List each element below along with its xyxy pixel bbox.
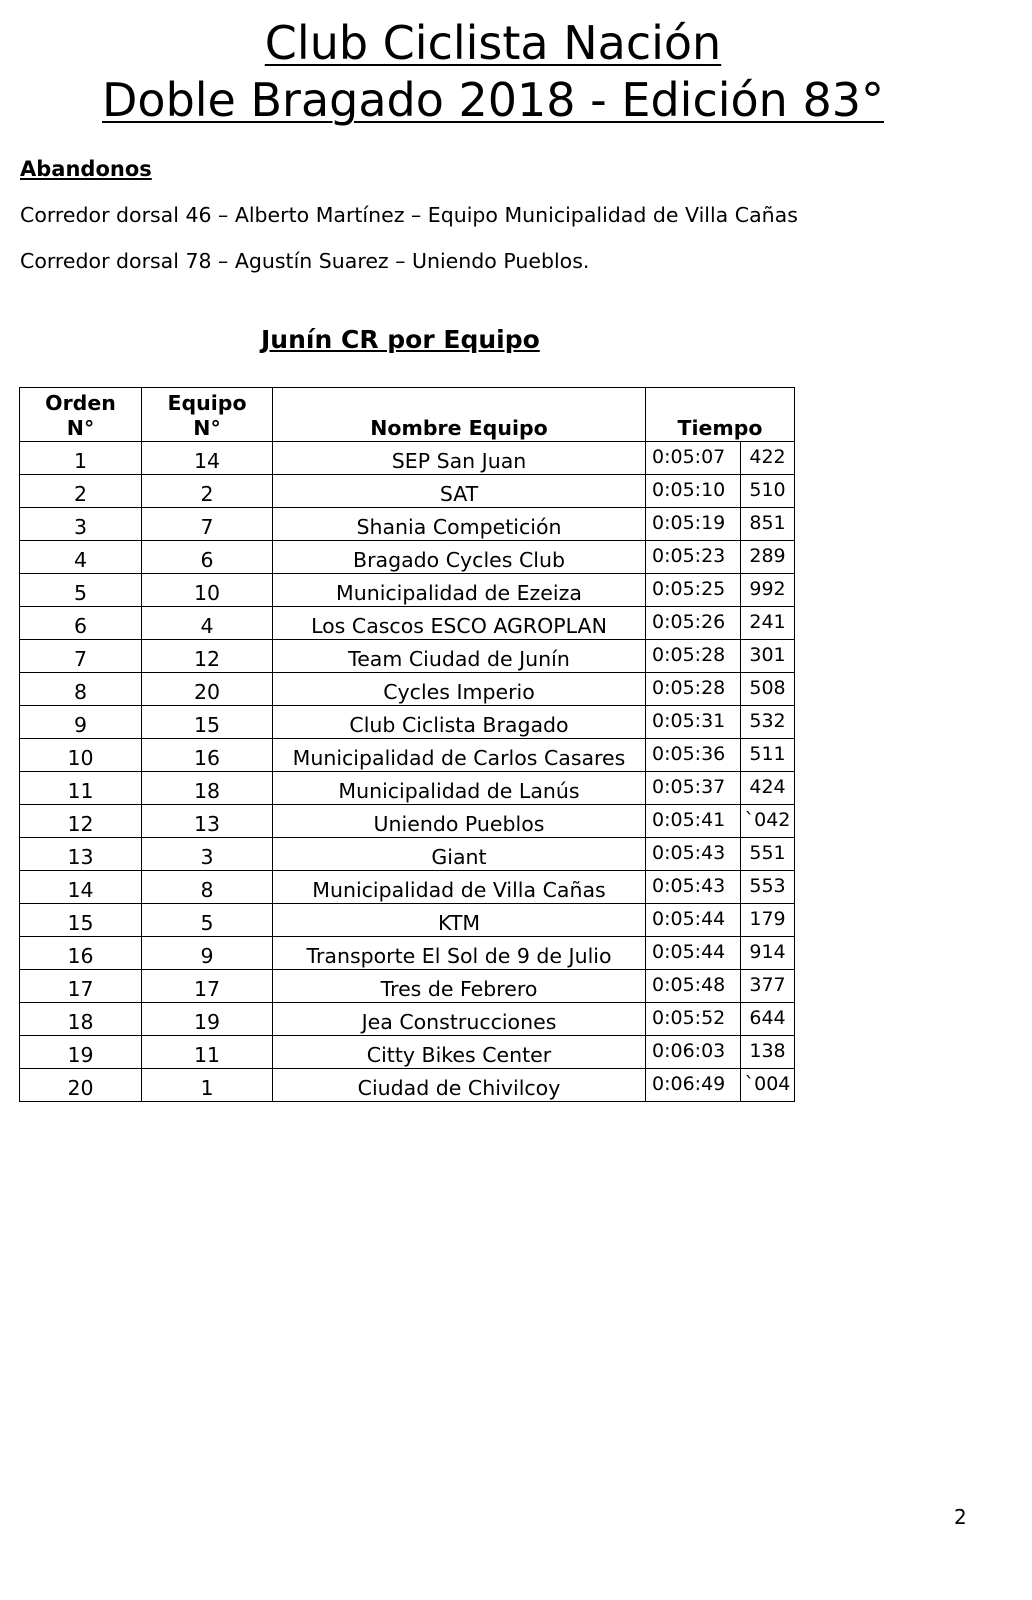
- cell-milisegundos: `004: [741, 1069, 795, 1102]
- table-row: [20, 772, 795, 805]
- cell-nombre: Jea Construcciones: [273, 1003, 646, 1036]
- cell-equipo: 3: [142, 838, 273, 871]
- cell-nombre: Municipalidad de Ezeiza: [273, 574, 646, 607]
- results-table: [19, 387, 795, 1102]
- table-row: [20, 739, 795, 772]
- header-nombre: Nombre Equipo: [273, 388, 646, 442]
- cell-nombre: Ciudad de Chivilcoy: [273, 1069, 646, 1102]
- cell-equipo: 18: [142, 772, 273, 805]
- cell-milisegundos: 553: [741, 871, 795, 904]
- table-row: [20, 607, 795, 640]
- cell-orden: 6: [20, 607, 142, 640]
- table-header-row: [20, 388, 795, 442]
- cell-nombre: SEP San Juan: [273, 442, 646, 475]
- cell-milisegundos: 551: [741, 838, 795, 871]
- cell-equipo: 20: [142, 673, 273, 706]
- cell-orden: 12: [20, 805, 142, 838]
- cell-nombre: Citty Bikes Center: [273, 1036, 646, 1069]
- cell-tiempo: 0:05:10: [646, 475, 741, 508]
- cell-nombre: Giant: [273, 838, 646, 871]
- header-equipo: [142, 388, 273, 442]
- cell-equipo: 19: [142, 1003, 273, 1036]
- cell-equipo: 6: [142, 541, 273, 574]
- cell-tiempo: 0:05:52: [646, 1003, 741, 1036]
- cell-orden: 5: [20, 574, 142, 607]
- cell-tiempo: 0:05:23: [646, 541, 741, 574]
- cell-orden: 10: [20, 739, 142, 772]
- cell-orden: 1: [20, 442, 142, 475]
- cell-milisegundos: 914: [741, 937, 795, 970]
- cell-orden: 2: [20, 475, 142, 508]
- cell-equipo: 12: [142, 640, 273, 673]
- cell-equipo: 11: [142, 1036, 273, 1069]
- abandonos-heading: Abandonos: [20, 157, 152, 181]
- table-row: [20, 442, 795, 475]
- cell-tiempo: 0:05:43: [646, 838, 741, 871]
- table-row: [20, 1036, 795, 1069]
- cell-nombre: Cycles Imperio: [273, 673, 646, 706]
- cell-orden: 7: [20, 640, 142, 673]
- header-orden: [20, 388, 142, 442]
- cell-equipo: 1: [142, 1069, 273, 1102]
- cell-equipo: 10: [142, 574, 273, 607]
- cell-equipo: 13: [142, 805, 273, 838]
- cell-orden: 11: [20, 772, 142, 805]
- table-row: [20, 475, 795, 508]
- table-row: [20, 1069, 795, 1102]
- cell-equipo: 8: [142, 871, 273, 904]
- cell-tiempo: 0:05:31: [646, 706, 741, 739]
- table-row: [20, 838, 795, 871]
- cell-nombre: Municipalidad de Carlos Casares: [273, 739, 646, 772]
- cell-tiempo: 0:05:28: [646, 640, 741, 673]
- cell-orden: 17: [20, 970, 142, 1003]
- cell-equipo: 5: [142, 904, 273, 937]
- cell-orden: 16: [20, 937, 142, 970]
- cell-nombre: Team Ciudad de Junín: [273, 640, 646, 673]
- table-row: [20, 673, 795, 706]
- cell-milisegundos: 644: [741, 1003, 795, 1036]
- cell-equipo: 16: [142, 739, 273, 772]
- cell-orden: 20: [20, 1069, 142, 1102]
- table-row: [20, 574, 795, 607]
- cell-tiempo: 0:05:19: [646, 508, 741, 541]
- cell-nombre: Uniendo Pueblos: [273, 805, 646, 838]
- table-title: Junín CR por Equipo: [261, 325, 540, 354]
- table-body: [20, 442, 795, 1102]
- cell-equipo: 7: [142, 508, 273, 541]
- table-row: [20, 508, 795, 541]
- cell-nombre: Bragado Cycles Club: [273, 541, 646, 574]
- cell-equipo: 4: [142, 607, 273, 640]
- cell-nombre: Municipalidad de Villa Cañas: [273, 871, 646, 904]
- cell-milisegundos: 301: [741, 640, 795, 673]
- cell-equipo: 17: [142, 970, 273, 1003]
- cell-nombre: Tres de Febrero: [273, 970, 646, 1003]
- table-row: [20, 970, 795, 1003]
- cell-orden: 8: [20, 673, 142, 706]
- cell-tiempo: 0:05:26: [646, 607, 741, 640]
- abandono-line: Corredor dorsal 78 – Agustín Suarez – Uniendo Pueblos.: [20, 249, 590, 273]
- cell-equipo: 14: [142, 442, 273, 475]
- cell-tiempo: 0:06:49: [646, 1069, 741, 1102]
- table-row: [20, 1003, 795, 1036]
- cell-orden: 9: [20, 706, 142, 739]
- cell-milisegundos: 424: [741, 772, 795, 805]
- cell-milisegundos: 289: [741, 541, 795, 574]
- cell-orden: 15: [20, 904, 142, 937]
- page-number: 2: [954, 1505, 967, 1529]
- table-row: [20, 541, 795, 574]
- cell-orden: 19: [20, 1036, 142, 1069]
- document-title-line2: Doble Bragado 2018 - Edición 83°: [102, 73, 884, 127]
- cell-tiempo: 0:05:25: [646, 574, 741, 607]
- cell-orden: 4: [20, 541, 142, 574]
- cell-milisegundos: 138: [741, 1036, 795, 1069]
- cell-milisegundos: 532: [741, 706, 795, 739]
- cell-tiempo: 0:05:37: [646, 772, 741, 805]
- cell-tiempo: 0:06:03: [646, 1036, 741, 1069]
- cell-milisegundos: 851: [741, 508, 795, 541]
- table-row: [20, 640, 795, 673]
- cell-nombre: Transporte El Sol de 9 de Julio: [273, 937, 646, 970]
- header-equipo-line1: Equipo: [167, 391, 247, 415]
- header-orden-line1: Orden: [45, 391, 116, 415]
- table-row: [20, 871, 795, 904]
- table-row: [20, 805, 795, 838]
- header-tiempo: Tiempo: [646, 388, 795, 442]
- table-row: [20, 706, 795, 739]
- cell-equipo: 2: [142, 475, 273, 508]
- cell-nombre: Club Ciclista Bragado: [273, 706, 646, 739]
- cell-milisegundos: 377: [741, 970, 795, 1003]
- abandono-line: Corredor dorsal 46 – Alberto Martínez – Equipo Municipalidad de Villa Cañas: [20, 203, 798, 227]
- table-row: [20, 904, 795, 937]
- cell-milisegundos: 511: [741, 739, 795, 772]
- cell-orden: 18: [20, 1003, 142, 1036]
- cell-equipo: 9: [142, 937, 273, 970]
- header-orden-line2: N°: [66, 416, 95, 440]
- cell-orden: 14: [20, 871, 142, 904]
- cell-orden: 3: [20, 508, 142, 541]
- cell-tiempo: 0:05:07: [646, 442, 741, 475]
- cell-tiempo: 0:05:44: [646, 937, 741, 970]
- table-row: [20, 937, 795, 970]
- cell-milisegundos: 179: [741, 904, 795, 937]
- cell-milisegundos: 241: [741, 607, 795, 640]
- cell-tiempo: 0:05:44: [646, 904, 741, 937]
- cell-nombre: SAT: [273, 475, 646, 508]
- cell-milisegundos: `042: [741, 805, 795, 838]
- cell-tiempo: 0:05:41: [646, 805, 741, 838]
- header-equipo-line2: N°: [193, 416, 221, 440]
- document-title-line1: Club Ciclista Nación: [264, 16, 722, 70]
- cell-milisegundos: 422: [741, 442, 795, 475]
- cell-milisegundos: 992: [741, 574, 795, 607]
- cell-nombre: Los Cascos ESCO AGROPLAN: [273, 607, 646, 640]
- cell-nombre: Municipalidad de Lanús: [273, 772, 646, 805]
- cell-tiempo: 0:05:36: [646, 739, 741, 772]
- cell-tiempo: 0:05:43: [646, 871, 741, 904]
- cell-milisegundos: 510: [741, 475, 795, 508]
- cell-nombre: Shania Competición: [273, 508, 646, 541]
- cell-equipo: 15: [142, 706, 273, 739]
- cell-orden: 13: [20, 838, 142, 871]
- cell-tiempo: 0:05:48: [646, 970, 741, 1003]
- cell-milisegundos: 508: [741, 673, 795, 706]
- cell-nombre: KTM: [273, 904, 646, 937]
- cell-tiempo: 0:05:28: [646, 673, 741, 706]
